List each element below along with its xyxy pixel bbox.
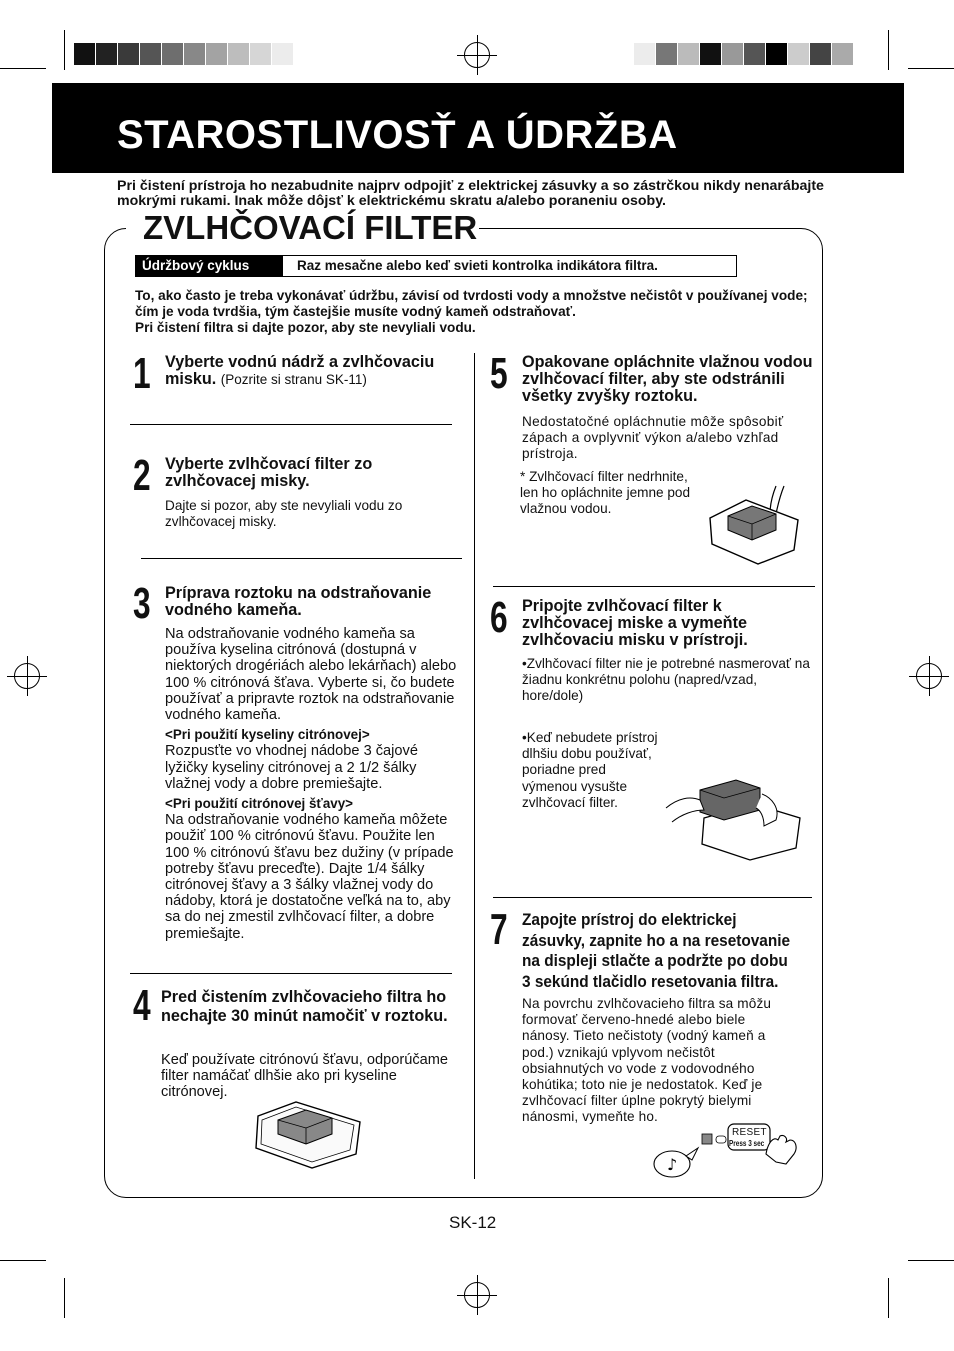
section-title: ZVLHČOVACÍ FILTER (143, 209, 478, 246)
reset-button[interactable]: RESET (732, 1127, 767, 1138)
step-title: Pred čistením zvlhčovacieho filtra ho nechajte 30 minút namočiť v roztoku. (161, 988, 448, 1025)
step-title: Vyberte vodnú nádrž a zvlhčovaciu misku. (Pozrite si stranu SK-11) (165, 353, 435, 388)
step-title: Pripojte zvlhčovací filter k zvlhčovacej miske a vymeňte zvlhčovaciu misku v prístroji. (522, 597, 748, 649)
step-text: Keď používate citrónovú šťavu, odporúčame filter namáčať dlhšie ako pri kyseline citrónovej. (161, 1052, 449, 1101)
step-number: 6 (490, 593, 508, 642)
step-title: Zapojte prístroj do elektrickej zásuvky, zapnite ho a na resetovanie na displeji stlačte a podržte po dobu 3 sekúnd tlačidlo resetovania filtra. (522, 911, 791, 991)
soaking-tray-illustration (248, 1098, 366, 1170)
safety-warning: Pri čistení prístroja ho nezabudnite najprv odpojiť z elektrickej zásuvky a so zástrčkou nikdy nenarábajte mokrými rukami. Inak môže dôjsť k elektrickému skratu a/alebo poraneniu osoby. (117, 178, 824, 209)
crop-mark (888, 30, 889, 70)
intro-paragraph: To, ako často je treba vykonávať údržbu, závisí od tvrdosti vody a množstve nečistôt v používanej vode; čím je voda tvrdšia, tým častejšie musíte vodný kameň odstraňovať. (135, 288, 808, 319)
step-divider (141, 558, 462, 559)
cycle-value: Raz mesačne alebo keď svieti kontrolka indikátora filtra. (297, 258, 658, 273)
registration-mark (14, 663, 40, 689)
step-title: Príprava roztoku na odstraňovanie vodného kameňa. (165, 584, 432, 619)
color-bar-left (74, 43, 294, 65)
step-title: Opakovane opláchnite vlažnou vodou zvlhčovací filter, aby ste odstránili všetky zvyšky roztoku. (522, 353, 813, 405)
crop-mark (0, 1260, 46, 1261)
reset-button-caption: Press 3 sec (729, 1139, 765, 1148)
registration-mark (916, 663, 942, 689)
step-number: 5 (490, 349, 508, 398)
step-bullet: •Keď nebudete prístroj dlhšiu dobu používať, poriadne pred výmenou vysušte zvlhčovací filter. (522, 730, 658, 810)
step-title: Vyberte zvlhčovací filter zo zvlhčovacej misky. (165, 455, 373, 490)
step-divider (493, 586, 815, 587)
crop-mark (64, 1278, 65, 1318)
crop-mark (888, 1278, 889, 1318)
cycle-label: Údržbový cyklus (136, 256, 283, 276)
intro-text (135, 288, 813, 336)
step-text: Dajte si pozor, aby ste nevyliali vodu zo zvlhčovacej misky. (165, 498, 403, 530)
crop-mark (908, 68, 954, 69)
intro-paragraph: Pri čistení filtra si dajte pozor, aby ste nevyliali vodu. (135, 320, 476, 335)
crop-mark (64, 30, 65, 70)
page-title: STAROSTLIVOSŤ A ÚDRŽBA (117, 113, 678, 157)
step-note: * Zvlhčovací filter nedrhnite, len ho opláchnite jemne pod vlažnou vodou. (520, 469, 691, 517)
step-number: 2 (133, 451, 151, 500)
step-text: Nedostatočné opláchnutie môže spôsobiť zápach a ovplyvniť výkon a/alebo vzhľad prístroja. (522, 414, 784, 462)
step-number: 1 (133, 349, 151, 398)
svg-text:♪: ♪ (667, 1155, 678, 1174)
crop-mark (0, 68, 46, 69)
page-number: SK-12 (449, 1213, 497, 1232)
step-number: 7 (490, 905, 508, 954)
registration-mark (464, 1282, 490, 1308)
step-number: 4 (133, 981, 151, 1030)
step-divider (130, 973, 452, 974)
crop-mark (908, 1260, 954, 1261)
rinsing-filter-illustration (706, 484, 800, 566)
attach-filter-illustration (664, 768, 806, 862)
step-divider (130, 424, 452, 425)
step-number: 3 (133, 579, 151, 628)
step-text: Na povrchu zvlhčovacieho filtra sa môžu formovať červeno-hnedé alebo biele nánosy. Tieto nečistoty (vodný kameň a pod.) vznikajú vplyvom nečistôt obsiahnutých vo vode z vodovodného kohútika; toto nie je nedostatok. Keď je zvlhčovací filter úplne pokrytý bielymi nánosmi, vymeňte ho. (522, 996, 772, 1125)
registration-mark (464, 42, 490, 68)
color-bar-right (634, 43, 854, 65)
maintenance-cycle (135, 255, 737, 277)
step-text: Na odstraňovanie vodného kameňa sa používa kyselina citrónová (dostupná v niektorých drogériách alebo lekárňach) alebo 100 % citrónová šťava. Vyberte si, čo budete používať a pripravte roztok na odstraňovanie vodného kameňa. <Pri použití kyseliny citrónovej> Rozpusťte vo vhodnej nádobe 3 čajové lyžičky kyseliny citrónovej a 2 1/2 šálky vlažnej vody a dobre premiešajte. <Pri použití citrónovej šťavy> Na odstraňovanie vodného kameňa môžete použiť 100 % citrónovú šťavu. Použite len 100 % citrónovú šťavu bez dužiny (v prípade potreby šťavu preceďte). Dajte 1/4 šálky citrónovej šťavy a 3 šálky vlažnej vody do nádoby, ktorá je dostatočne veľká na to, aby sa do nej zmestil zvlhčovací filter, a dobre premiešajte. (165, 626, 457, 942)
step-divider (493, 897, 812, 898)
column-divider (474, 353, 475, 1179)
step-bullet: •Zvlhčovací filter nie je potrebné nasmerovať na žiadnu konkrétnu polohu (napred/vzad, hore/dole) (522, 656, 810, 704)
reset-button-illustration (650, 1118, 806, 1180)
